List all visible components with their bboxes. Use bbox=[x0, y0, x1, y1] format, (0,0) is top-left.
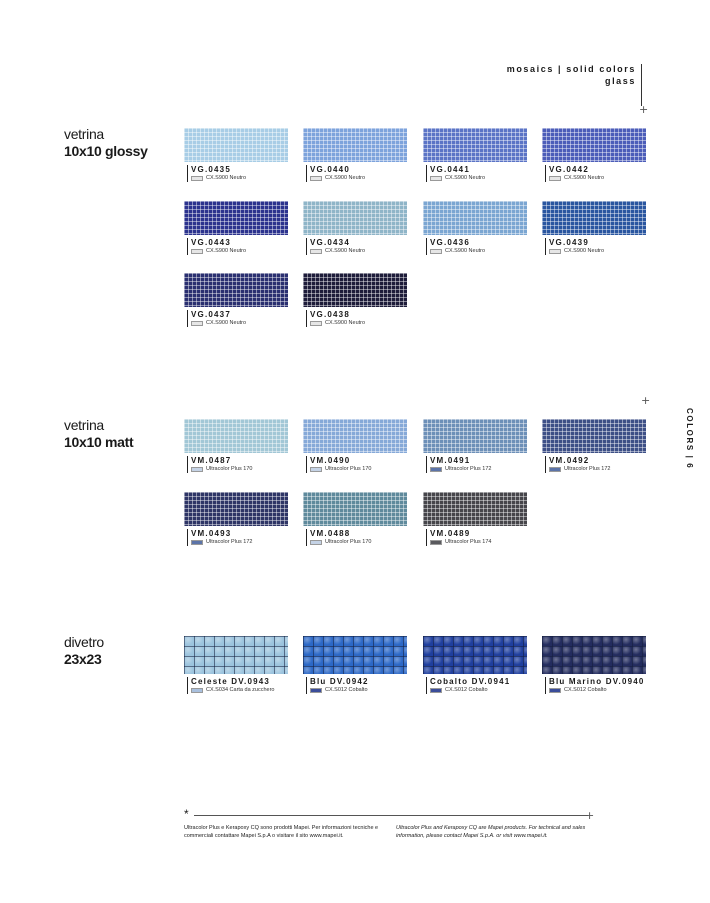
grout-info bbox=[430, 539, 527, 546]
color-swatch bbox=[184, 492, 288, 546]
mosaic-tile-sample bbox=[184, 636, 288, 674]
swatch-code: VM.0487 bbox=[191, 456, 232, 465]
side-section-tab bbox=[682, 408, 696, 468]
grout-info bbox=[549, 466, 646, 473]
crosshair-mark: + bbox=[585, 809, 595, 822]
grout-name: Ultracolor Plus 170 bbox=[325, 539, 372, 545]
grout-color-chip bbox=[191, 467, 203, 472]
swatch-label bbox=[306, 310, 407, 327]
color-swatch bbox=[423, 492, 527, 546]
swatch-label bbox=[545, 677, 646, 694]
grout-info bbox=[549, 687, 646, 694]
side-tab-label: COLORS | 6 bbox=[685, 408, 694, 470]
grout-info bbox=[191, 320, 288, 327]
grout-name: CX.S900 Neutro bbox=[445, 248, 486, 254]
section-title-line2: 10x10 matt bbox=[64, 434, 134, 450]
grout-info bbox=[310, 466, 407, 473]
swatch-code: VG.0439 bbox=[549, 238, 589, 247]
grout-name: CX.S900 Neutro bbox=[206, 175, 247, 181]
grout-color-chip bbox=[310, 176, 322, 181]
footer-note-italian: Ultracolor Plus e Kerapoxy CQ sono prodotti Mapei. Per informazioni tecniche e commerciali contattare Mapei S.p.A o visitare il sito www.mapei.it. bbox=[184, 825, 379, 839]
grout-color-chip bbox=[191, 321, 203, 326]
mosaic-tile-sample bbox=[303, 273, 407, 307]
grout-color-chip bbox=[310, 321, 322, 326]
mosaic-tile-sample bbox=[423, 636, 527, 674]
swatch-code: VG.0441 bbox=[430, 165, 470, 174]
swatch-code: VM.0489 bbox=[430, 529, 471, 538]
swatch-code: Blu Marino DV.0940 bbox=[549, 677, 645, 686]
mosaic-tile-sample bbox=[303, 492, 407, 526]
header-divider bbox=[641, 64, 642, 106]
grout-color-chip bbox=[549, 467, 561, 472]
grout-name: CX.S900 Neutro bbox=[564, 248, 605, 254]
mosaic-tile-sample bbox=[423, 201, 527, 235]
grout-color-chip bbox=[549, 688, 561, 693]
color-swatch bbox=[542, 419, 646, 473]
grout-color-chip bbox=[310, 249, 322, 254]
grout-name: CX.S900 Neutro bbox=[206, 248, 247, 254]
swatch-label bbox=[545, 165, 646, 182]
grout-color-chip bbox=[430, 176, 442, 181]
grout-color-chip bbox=[191, 688, 203, 693]
color-swatch bbox=[184, 636, 288, 694]
grout-info bbox=[430, 687, 527, 694]
swatch-label bbox=[306, 529, 407, 546]
color-swatch bbox=[542, 128, 646, 182]
grout-color-chip bbox=[191, 249, 203, 254]
footnote-star: * bbox=[184, 807, 189, 821]
grout-name: Ultracolor Plus 172 bbox=[445, 466, 492, 472]
grout-name: CX.S900 Neutro bbox=[325, 320, 366, 326]
swatch-code: Blu DV.0942 bbox=[310, 677, 369, 686]
color-swatch bbox=[184, 273, 288, 327]
grout-info bbox=[310, 175, 407, 182]
grout-color-chip bbox=[549, 176, 561, 181]
mosaic-tile-sample bbox=[184, 201, 288, 235]
swatch-code: VG.0436 bbox=[430, 238, 470, 247]
color-swatch bbox=[303, 419, 407, 473]
grout-name: Ultracolor Plus 172 bbox=[564, 466, 611, 472]
grout-color-chip bbox=[430, 540, 442, 545]
grout-info bbox=[191, 248, 288, 255]
grout-color-chip bbox=[430, 467, 442, 472]
swatch-code: VM.0491 bbox=[430, 456, 471, 465]
crosshair-mark: + bbox=[639, 103, 649, 116]
section-title-divetro bbox=[64, 634, 104, 668]
color-swatch bbox=[423, 419, 527, 473]
grout-color-chip bbox=[430, 249, 442, 254]
swatch-code: VG.0438 bbox=[310, 310, 350, 319]
grout-name: Ultracolor Plus 172 bbox=[206, 539, 253, 545]
swatch-label bbox=[426, 165, 527, 182]
swatch-code: VG.0442 bbox=[549, 165, 589, 174]
mosaic-tile-sample bbox=[423, 128, 527, 162]
swatch-label bbox=[306, 165, 407, 182]
mosaic-tile-sample bbox=[542, 201, 646, 235]
header-category: mosaics | solid colors bbox=[506, 64, 636, 74]
swatch-label bbox=[187, 529, 288, 546]
grout-color-chip bbox=[430, 688, 442, 693]
swatch-label bbox=[545, 238, 646, 255]
grout-info bbox=[549, 175, 646, 182]
color-swatch bbox=[303, 201, 407, 255]
color-swatch bbox=[184, 419, 288, 473]
swatch-label bbox=[426, 529, 527, 546]
mosaic-tile-sample bbox=[303, 201, 407, 235]
swatch-code: VG.0434 bbox=[310, 238, 350, 247]
crosshair-mark: + bbox=[641, 394, 651, 407]
swatch-code: VM.0488 bbox=[310, 529, 351, 538]
color-swatch bbox=[303, 636, 407, 694]
swatch-label bbox=[426, 456, 527, 473]
grout-info bbox=[430, 175, 527, 182]
mosaic-tile-sample bbox=[184, 128, 288, 162]
swatch-label bbox=[306, 238, 407, 255]
footer-divider bbox=[194, 815, 588, 816]
color-swatch bbox=[303, 273, 407, 327]
swatch-label bbox=[545, 456, 646, 473]
swatch-code: VG.0440 bbox=[310, 165, 350, 174]
section-title-line1: divetro bbox=[64, 634, 104, 650]
grout-name: CX.S900 Neutro bbox=[206, 320, 247, 326]
grout-color-chip bbox=[310, 467, 322, 472]
grout-info bbox=[430, 248, 527, 255]
swatch-code: VG.0435 bbox=[191, 165, 231, 174]
mosaic-tile-sample bbox=[303, 128, 407, 162]
swatch-label bbox=[306, 456, 407, 473]
swatch-label bbox=[426, 677, 527, 694]
mosaic-tile-sample bbox=[303, 419, 407, 453]
grout-info bbox=[191, 175, 288, 182]
mosaic-tile-sample bbox=[542, 419, 646, 453]
mosaic-tile-sample bbox=[542, 128, 646, 162]
color-swatch bbox=[423, 636, 527, 694]
page-header bbox=[507, 63, 636, 87]
swatch-code: Cobalto DV.0941 bbox=[430, 677, 511, 686]
grout-info bbox=[191, 687, 288, 694]
color-swatch bbox=[542, 636, 646, 694]
section-title-line1: vetrina bbox=[64, 126, 104, 142]
section-title-vetrina-glossy bbox=[64, 126, 148, 160]
mosaic-tile-sample bbox=[423, 419, 527, 453]
color-swatch bbox=[303, 492, 407, 546]
swatch-code: VM.0492 bbox=[549, 456, 590, 465]
grout-name: CX.S012 Cobalto bbox=[325, 687, 368, 693]
color-swatch bbox=[184, 201, 288, 255]
mosaic-tile-sample bbox=[423, 492, 527, 526]
section-title-vetrina-matt bbox=[64, 417, 133, 451]
swatch-label bbox=[306, 677, 407, 694]
grout-name: CX.S034 Carta da zucchero bbox=[206, 687, 275, 693]
header-subcategory: glass bbox=[604, 76, 636, 86]
swatch-code: VM.0493 bbox=[191, 529, 232, 538]
grout-name: Ultracolor Plus 174 bbox=[445, 539, 492, 545]
color-swatch bbox=[542, 201, 646, 255]
mosaic-tile-sample bbox=[184, 419, 288, 453]
grout-info bbox=[430, 466, 527, 473]
color-swatch bbox=[303, 128, 407, 182]
grout-name: CX.S900 Neutro bbox=[445, 175, 486, 181]
grout-name: CX.S012 Cobalto bbox=[445, 687, 488, 693]
color-swatch bbox=[423, 128, 527, 182]
grout-info bbox=[310, 687, 407, 694]
grout-color-chip bbox=[310, 540, 322, 545]
color-swatch bbox=[184, 128, 288, 182]
swatch-code: VM.0490 bbox=[310, 456, 351, 465]
grout-info bbox=[191, 539, 288, 546]
mosaic-tile-sample bbox=[184, 273, 288, 307]
swatch-label bbox=[426, 238, 527, 255]
grout-info bbox=[310, 248, 407, 255]
swatch-label bbox=[187, 310, 288, 327]
section-title-line2: 23x23 bbox=[64, 651, 102, 667]
swatch-label bbox=[187, 165, 288, 182]
grout-info bbox=[310, 320, 407, 327]
grout-info bbox=[549, 248, 646, 255]
swatch-label bbox=[187, 677, 288, 694]
grout-color-chip bbox=[310, 688, 322, 693]
swatch-label bbox=[187, 456, 288, 473]
grout-color-chip bbox=[191, 540, 203, 545]
swatch-code: VG.0437 bbox=[191, 310, 231, 319]
mosaic-tile-sample bbox=[303, 636, 407, 674]
grout-name: CX.S012 Cobalto bbox=[564, 687, 607, 693]
mosaic-tile-sample bbox=[184, 492, 288, 526]
grout-name: Ultracolor Plus 170 bbox=[206, 466, 253, 472]
grout-info bbox=[310, 539, 407, 546]
swatch-code: Celeste DV.0943 bbox=[191, 677, 271, 686]
grout-name: CX.S900 Neutro bbox=[325, 248, 366, 254]
swatch-label bbox=[187, 238, 288, 255]
swatch-code: VG.0443 bbox=[191, 238, 231, 247]
grout-name: Ultracolor Plus 170 bbox=[325, 466, 372, 472]
grout-color-chip bbox=[191, 176, 203, 181]
grout-name: CX.S900 Neutro bbox=[325, 175, 366, 181]
grout-color-chip bbox=[549, 249, 561, 254]
section-title-line1: vetrina bbox=[64, 417, 104, 433]
grout-info bbox=[191, 466, 288, 473]
mosaic-tile-sample bbox=[542, 636, 646, 674]
section-title-line2: 10x10 glossy bbox=[64, 143, 148, 159]
color-swatch bbox=[423, 201, 527, 255]
footer-note-english: Ultracolor Plus and Kerapoxy CQ are Mapei products. For technical and sales information, please contact Mapei S.p.A. or visit www.mapei.it. bbox=[396, 825, 586, 839]
grout-name: CX.S900 Neutro bbox=[564, 175, 605, 181]
